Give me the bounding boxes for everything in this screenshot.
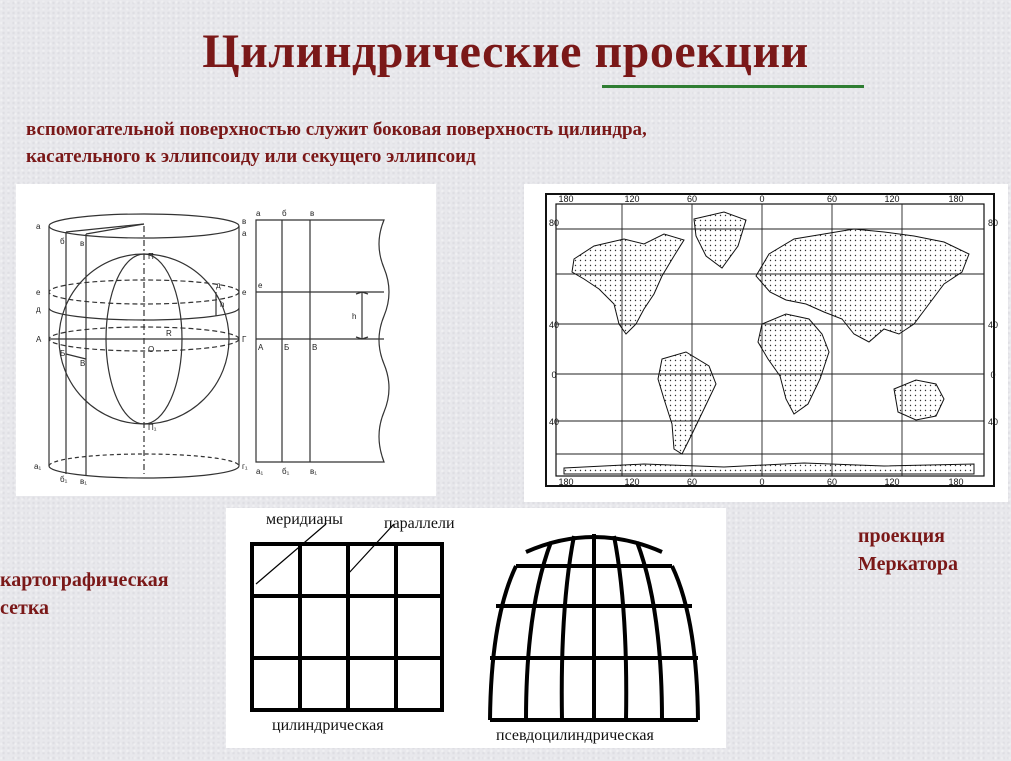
map-top-tick-5: 60 <box>826 194 838 204</box>
map-bottom-tick-4: 0 <box>759 477 765 487</box>
cyl-label-a1: а₁ <box>34 462 42 471</box>
cyl-label-re: е <box>242 288 247 297</box>
subtitle-line-2: касательного к эллипсоиду или секущего эллипсоид <box>26 146 476 167</box>
unroll-label-v: в <box>310 209 315 218</box>
cylindrical-grid <box>252 544 442 710</box>
map-right-tick-2: 40 <box>987 320 999 330</box>
map-top-tick-3: 60 <box>686 194 698 204</box>
pseudocylindrical-caption: псевдоцилиндрическая <box>496 727 654 744</box>
mercator-label <box>858 522 958 578</box>
map-bottom-tick-1: 180 <box>558 477 574 487</box>
mercator-label-line-1: проекция <box>858 525 945 547</box>
unroll-label-h: h <box>352 312 357 321</box>
grids-diagram <box>226 508 726 748</box>
cyl-label-rg1: г₁ <box>242 462 248 471</box>
cyl-label-ra: а <box>242 229 247 238</box>
map-right-tick-1: 80 <box>987 218 999 228</box>
map-left-tick-1: 80 <box>548 218 560 228</box>
cyl-label-R: R <box>166 329 172 338</box>
cylinder-diagram <box>16 184 436 496</box>
page-title: Цилиндрические проекции <box>202 25 809 78</box>
cyl-label-rv: в <box>242 217 247 226</box>
cyl-label-P: П <box>148 252 154 261</box>
mercator-map-panel <box>524 184 1008 502</box>
cyl-label-e: е <box>36 288 41 297</box>
map-top-tick-1: 180 <box>558 194 574 204</box>
cyl-label-rG: Г <box>242 335 247 344</box>
grid-label-line-1: картографическая <box>0 569 169 591</box>
grid-label-line-2: сетка <box>0 597 50 619</box>
south-america <box>658 352 716 454</box>
pseudocylindrical-grid <box>490 534 698 720</box>
antarctica <box>564 463 974 474</box>
cyl-label-d: д <box>36 305 41 314</box>
australia <box>894 380 944 420</box>
cyl-label-a: а <box>36 222 41 231</box>
map-right-tick-4: 40 <box>987 417 999 427</box>
north-america <box>572 234 684 334</box>
cyl-label-rd: д <box>216 281 221 290</box>
cylindrical-caption: цилиндрическая <box>272 717 384 734</box>
unroll-label-a1: а₁ <box>256 467 264 476</box>
unroll-label-b: б <box>282 209 287 218</box>
unroll-label-v1: в₁ <box>310 467 317 476</box>
cyl-label-V: В <box>80 359 86 368</box>
mercator-map <box>524 184 1008 502</box>
subtitle <box>26 116 926 170</box>
map-top-tick-7: 180 <box>948 194 964 204</box>
africa <box>758 314 829 414</box>
map-bottom-tick-2: 120 <box>624 477 640 487</box>
cyl-label-v1: в₁ <box>80 477 87 486</box>
unroll-label-a: а <box>256 209 261 218</box>
unroll-label-e: е <box>258 281 263 290</box>
map-top-tick-4: 0 <box>759 194 765 204</box>
title-underline <box>602 85 864 88</box>
map-bottom-tick-7: 180 <box>948 477 964 487</box>
cylinder-diagram-panel <box>16 184 436 496</box>
cyl-label-v: в <box>80 239 85 248</box>
greenland <box>694 212 746 268</box>
map-bottom-tick-6: 120 <box>884 477 900 487</box>
unroll-label-V: В <box>312 343 318 352</box>
cyl-label-B: Б <box>60 349 66 358</box>
map-left-tick-2: 40 <box>548 320 560 330</box>
cyl-label-O: О <box>148 345 155 354</box>
map-left-tick-4: 40 <box>548 417 560 427</box>
cyl-label-b: б <box>60 237 65 246</box>
map-top-tick-6: 120 <box>884 194 900 204</box>
map-right-tick-3: 0 <box>990 370 996 380</box>
unroll-label-b1: б₁ <box>282 467 290 476</box>
grids-panel <box>226 508 726 748</box>
mercator-label-line-2: Меркатора <box>858 553 958 575</box>
grid-label <box>0 566 169 622</box>
map-top-tick-2: 120 <box>624 194 640 204</box>
map-bottom-tick-3: 60 <box>686 477 698 487</box>
cyl-label-A: А <box>36 335 42 344</box>
subtitle-line-1: вспомогательной поверхностью служит боковая поверхность цилиндра, <box>26 119 647 140</box>
cyl-label-P1: П₁ <box>148 423 157 432</box>
map-left-tick-3: 0 <box>551 370 557 380</box>
unroll-label-A: А <box>258 343 264 352</box>
cyl-label-b1: б₁ <box>60 475 68 484</box>
unroll-label-B: Б <box>284 343 290 352</box>
cyl-label-h: h <box>220 300 225 309</box>
meridians-label: меридианы <box>266 511 343 528</box>
parallels-label: параллели <box>384 515 455 532</box>
map-bottom-tick-5: 60 <box>826 477 838 487</box>
